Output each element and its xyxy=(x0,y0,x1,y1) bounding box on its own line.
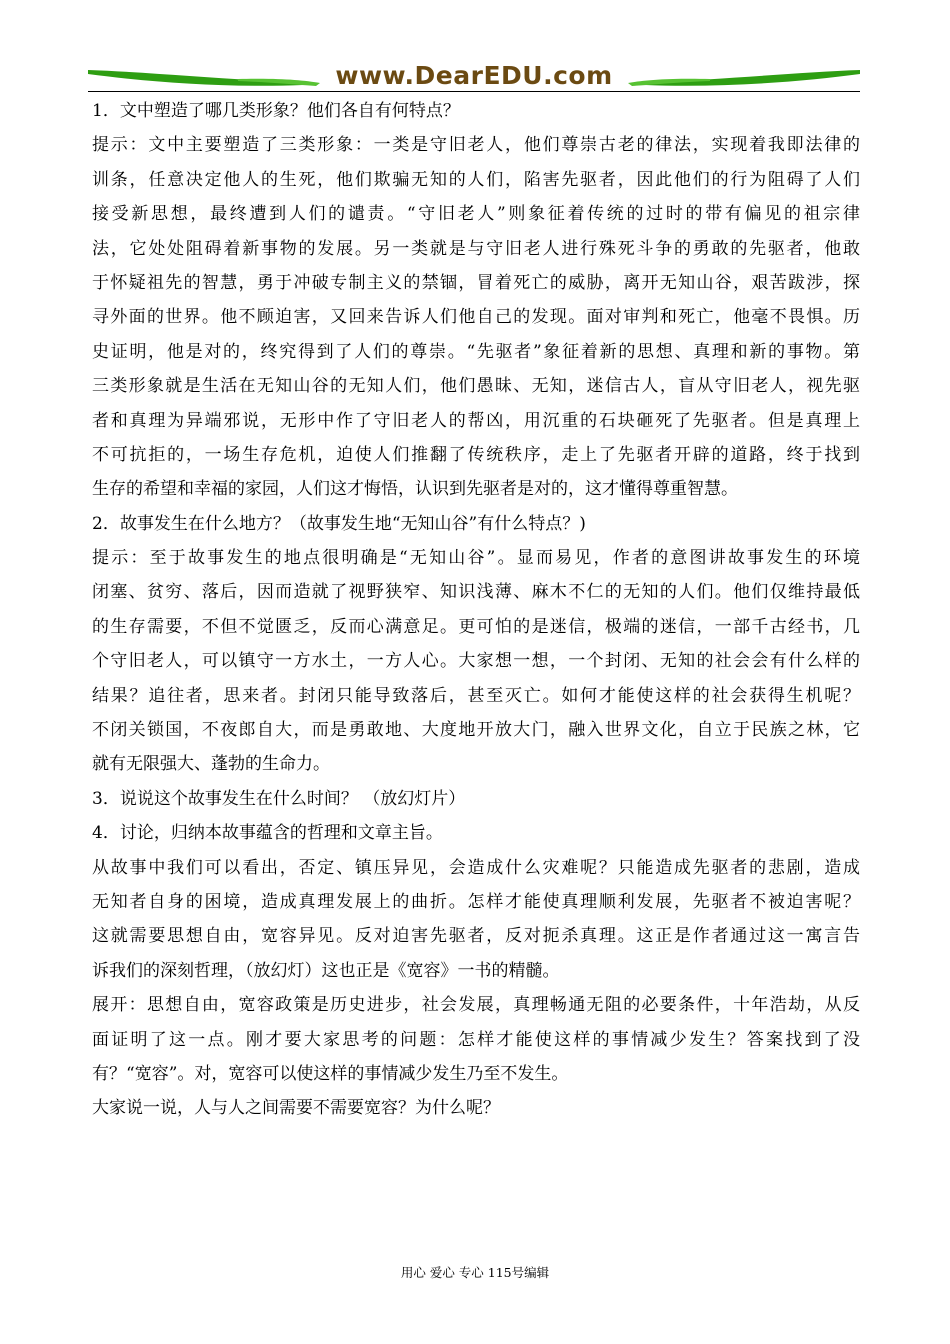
site-logo-text: www.DearEDU.com xyxy=(335,61,613,90)
text-line: 面证明了这一点。刚才要大家思考的问题：怎样才能使这样的事情减少发生？答案找到了没 xyxy=(92,1029,860,1050)
text-line: 4．讨论，归纳本故事蕴含的哲理和文章主旨。 xyxy=(92,823,443,844)
text-line: 大家说一说，人与人之间需要不需要宽容？为什么呢？ xyxy=(92,1098,500,1119)
text-line: 于怀疑祖先的智慧，勇于冲破专制主义的禁锢，冒着死亡的威胁，离开无知山谷，艰苦跋涉，探 xyxy=(92,272,860,293)
text-line: 1．文中塑造了哪几类形象？他们各自有何特点？ xyxy=(92,101,460,121)
text-line: 不闭关锁国，不夜郎自大，而是勇敢地、大度地开放大门，融入世界文化，自立于民族之林，它 xyxy=(92,720,860,741)
text-line: 者和真理为异端邪说，无形中作了守旧老人的帮凶，用沉重的石块砸死了先驱者。但是真理上 xyxy=(92,410,860,431)
text-line: 闭塞、贫穷、落后，因而造就了视野狭窄、知识浅薄、麻木不仁的无知的人们。他们仅维持最低 xyxy=(92,582,860,603)
text-line: 从故事中我们可以看出，否定、镇压异见，会造成什么灾难呢？只能造成先驱者的悲剧，造成 xyxy=(92,857,860,878)
text-line: 这就需要思想自由，宽容异见。反对迫害先驱者，反对扼杀真理。这正是作者通过这一寓言告 xyxy=(92,926,860,947)
text-line: 有？“宽容”。对，宽容可以使这样的事情减少发生乃至不发生。 xyxy=(92,1063,569,1084)
text-line: 诉我们的深刻哲理，（放幻灯）这也正是《宽容》一书的精髓。 xyxy=(92,960,560,981)
text-line: 2．故事发生在什么地方？（故事发生地“无知山谷”有什么特点？) xyxy=(92,513,586,534)
text-line: 就有无限强大、蓬勃的生命力。 xyxy=(92,754,330,775)
page-footer: 用心 爱心 专心 115号编辑 xyxy=(400,1265,550,1280)
header-divider xyxy=(88,91,860,92)
text-line: 提示：至于故事发生的地点很明确是“无知山谷”。显而易见，作者的意图讲故事发生的环境 xyxy=(92,548,860,569)
text-line: 寻外面的世界。他不顾迫害，又回来告诉人们他自己的发现。面对审判和死亡，他毫不畏惧。历 xyxy=(92,307,860,328)
text-line: 3．说说这个故事发生在什么时间？ （放幻灯片） xyxy=(92,788,466,809)
text-line: 法，它处处阻碍着新事物的发展。另一类就是与守旧老人进行殊死斗争的勇敢的先驱者，他敢 xyxy=(92,238,860,259)
text-line: 三类形象就是生活在无知山谷的无知人们，他们愚昧、无知，迷信古人，盲从守旧老人，视先驱 xyxy=(92,376,860,397)
document-body xyxy=(92,94,860,1126)
text-line: 提示：文中主要塑造了三类形象：一类是守旧老人，他们尊崇古老的律法，实现着我即法律的 xyxy=(92,135,860,156)
text-line: 史证明，他是对的，终究得到了人们的尊崇。“先驱者”象征着新的思想、真理和新的事物。第 xyxy=(92,341,860,362)
text-line: 结果？追往者，思来者。封闭只能导致落后，甚至灭亡。如何才能使这样的社会获得生机呢？ xyxy=(92,685,860,706)
text-line: 不可抗拒的，一场生存危机，迫使人们推翻了传统秩序，走上了先驱者开辟的道路，终于找到 xyxy=(92,444,860,465)
text-line: 的生存需要，不但不觉匮乏，反而心满意足。更可怕的是迷信，极端的迷信，一部千古经书，几 xyxy=(92,616,860,637)
text-line: 生存的希望和幸福的家园，人们这才悔悟，认识到先驱者是对的，这才懂得尊重智慧。 xyxy=(92,479,738,500)
text-line: 训条，任意决定他人的生死，他们欺骗无知的人们，陷害先驱者，因此他们的行为阻碍了人们 xyxy=(92,169,860,190)
text-line: 接受新思想，最终遭到人们的谴责。“守旧老人”则象征着传统的过时的带有偏见的祖宗律 xyxy=(92,204,860,225)
text-line: 展开：思想自由，宽容政策是历史进步，社会发展，真理畅通无阻的必要条件，十年浩劫，从反 xyxy=(92,995,860,1016)
text-line: 个守旧老人，可以镇守一方水土，一方人心。大家想一想，一个封闭、无知的社会会有什么样的 xyxy=(92,651,860,672)
text-line: 无知者自身的困境，造成真理发展上的曲折。怎样才能使真理顺利发展，先驱者不被迫害呢？ xyxy=(92,891,860,912)
page-header xyxy=(88,58,860,94)
